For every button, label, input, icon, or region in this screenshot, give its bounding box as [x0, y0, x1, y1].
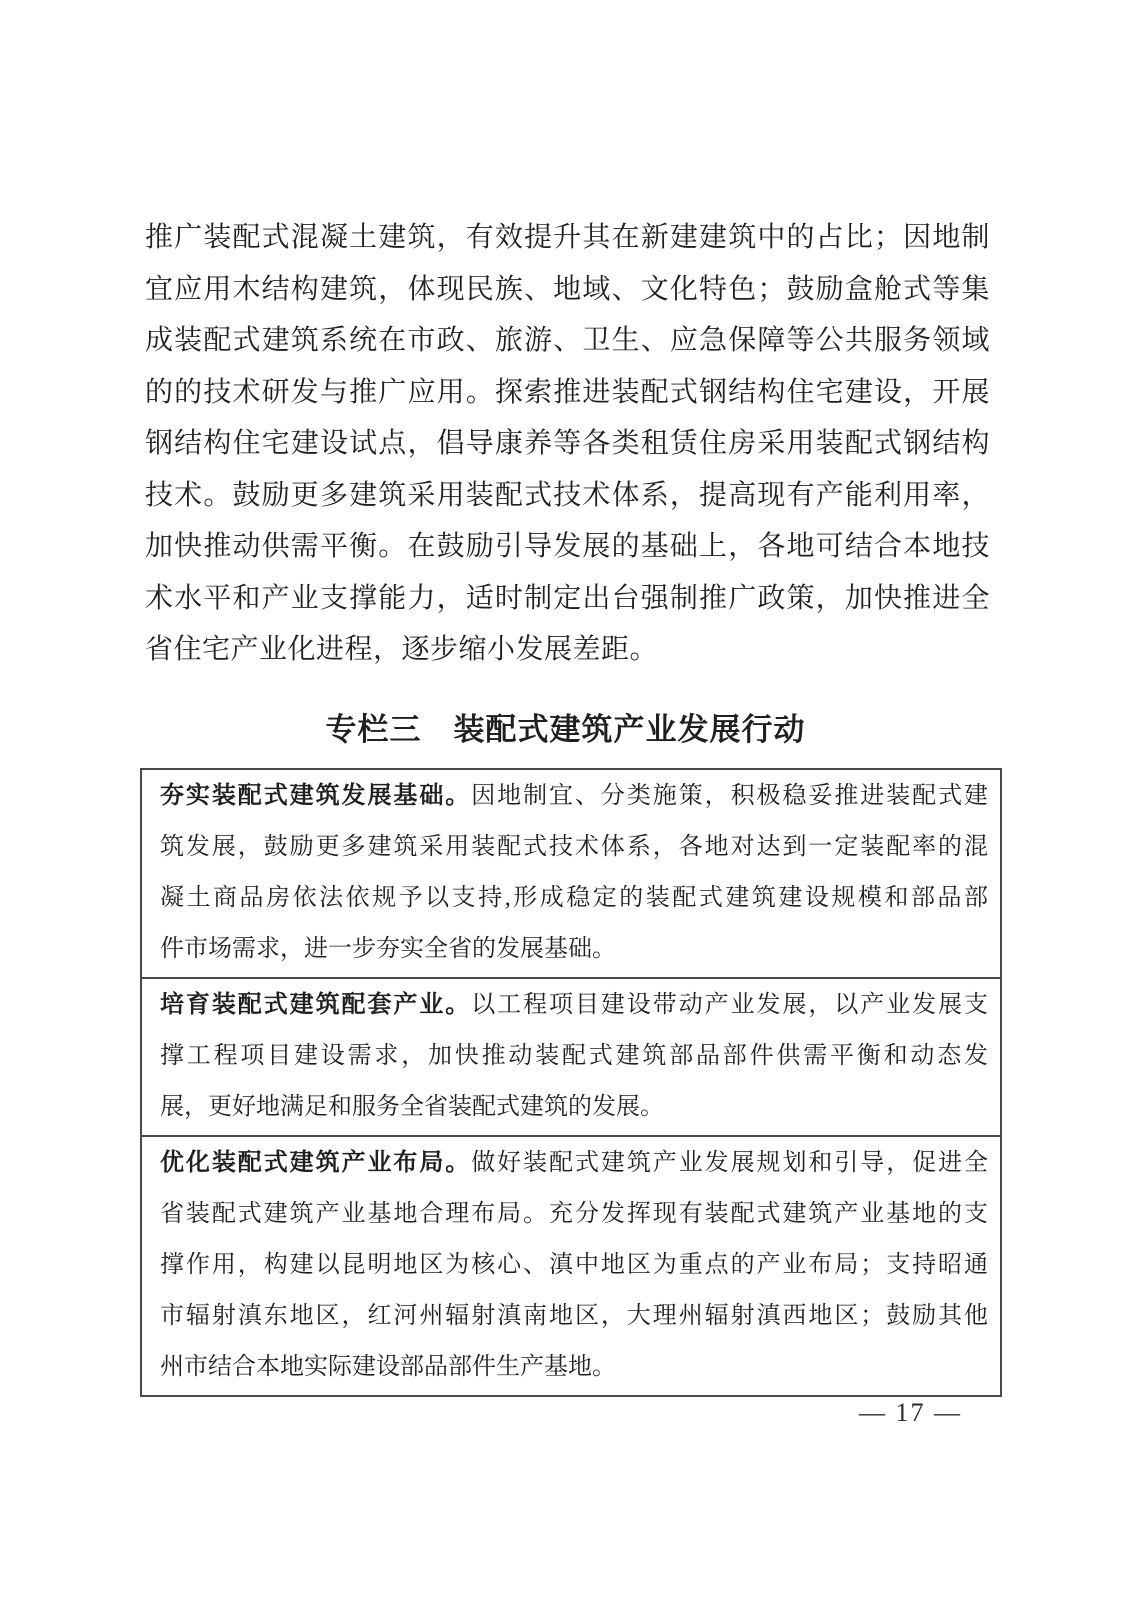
- paragraph-line: 推广装配式混凝土建筑，有效提升其在新建建筑中的占比；因地制: [145, 222, 990, 253]
- body-paragraph: [145, 212, 990, 676]
- paragraph-line: 术水平和产业支撑能力，适时制定出台强制推广政策，加快推进全: [145, 582, 990, 614]
- paragraph-line: 省住宅产业化进程，逐步缩小发展差距。: [145, 634, 659, 665]
- feature-box: [140, 768, 1002, 1397]
- section-line: 凝土商品房依法依规予以支持,形成稳定的装配式建筑建设规模和部品部: [160, 885, 988, 911]
- box-section-1: [142, 770, 1000, 977]
- section-text: 因地制宜、分类施策，积极稳妥推进装配式建: [471, 783, 989, 809]
- section-lead: 夯实装配式建筑发展基础。: [160, 783, 472, 809]
- box-section-3: [142, 1135, 1000, 1395]
- paragraph-line: 技术。鼓励更多建筑采用装配式技术体系，提高现有产能利用率，: [145, 479, 990, 511]
- paragraph-line: 钢结构住宅建设试点，倡导康养等各类租赁住房采用装配式钢结构: [145, 428, 990, 459]
- section-lead: 优化装配式建筑产业布局。: [160, 1150, 472, 1176]
- section-line: 州市结合本地实际建设部品部件生产基地。: [160, 1354, 616, 1380]
- paragraph-line: 成装配式建筑系统在市政、旅游、卫生、应急保障等公共服务领域: [145, 325, 990, 356]
- section-line: 撑工程项目建设需求，加快推动装配式建筑部品部件供需平衡和动态发: [160, 1043, 988, 1069]
- section-line: [160, 1138, 988, 1189]
- box-title: 专栏三 装配式建筑产业发展行动: [325, 712, 806, 747]
- box-section-2: [142, 977, 1000, 1135]
- paragraph-line: 宜应用木结构建筑，体现民族、地域、文化特色；鼓励盒舱式等集: [145, 273, 990, 305]
- section-lead: 培育装配式建筑配套产业。: [160, 992, 472, 1018]
- section-line: 撑作用，构建以昆明地区为核心、滇中地区为重点的产业布局；支持昭通: [160, 1252, 988, 1278]
- section-line: 筑发展，鼓励更多建筑采用装配式技术体系，各地对达到一定装配率的混: [160, 834, 988, 860]
- section-line: 件市场需求，进一步夯实全省的发展基础。: [160, 936, 616, 962]
- page-number: — 17 —: [859, 1398, 962, 1427]
- paragraph-line: 加快推动供需平衡。在鼓励引导发展的基础上，各地可结合本地技: [145, 531, 990, 562]
- section-line: 市辐射滇东地区，红河州辐射滇南地区，大理州辐射滇西地区；鼓励其他: [160, 1303, 988, 1329]
- section-line: 展，更好地满足和服务全省装配式建筑的发展。: [160, 1094, 664, 1120]
- section-line: [160, 980, 988, 1031]
- paragraph-line: 的的技术研发与推广应用。探索推进装配式钢结构住宅建设，开展: [145, 376, 990, 408]
- section-text: 做好装配式建筑产业发展规划和引导，促进全: [471, 1150, 989, 1176]
- section-line: 省装配式建筑产业基地合理布局。充分发挥现有装配式建筑产业基地的支: [160, 1201, 988, 1227]
- section-line: [160, 771, 988, 822]
- section-text: 以工程项目建设带动产业发展，以产业发展支: [471, 992, 989, 1018]
